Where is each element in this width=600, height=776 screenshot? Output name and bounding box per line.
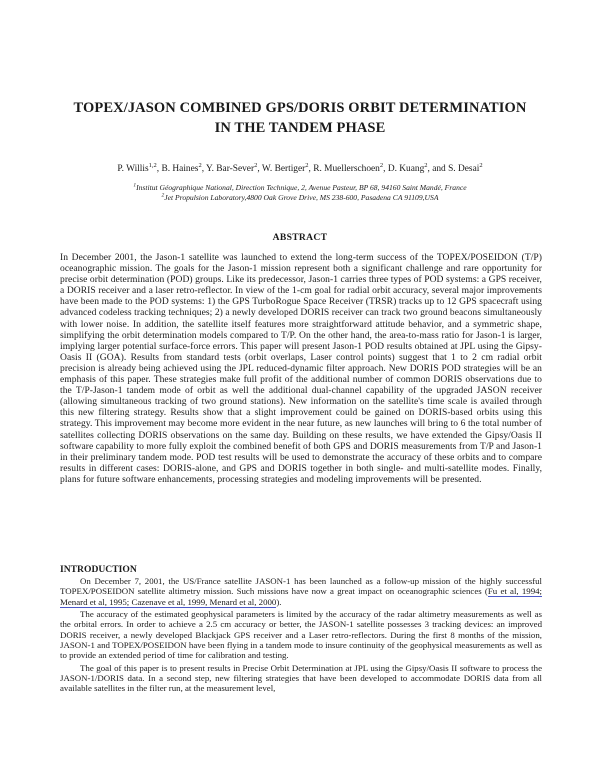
intro-paragraph-2: The accuracy of the estimated geophysical parameters is limited by the accuracy of the radar altimetry measurements as well as the orbital errors. In order to achieve a 2.5 cm accuracy or better, the JASON-1 satellite possesses 3 tracking devices: an improved DORIS receiver, a newly developed Blackjack GPS receiver and a Laser retro-reflectors. During the first 8 months of the mission, JASON-1 and TOPEX/POSEIDON have been flying in a tandem mode to insure continuity of the geophysical measurements as well as to provide an extended period of time for calibration and testing.: [60, 609, 542, 661]
author-name: B. Haines: [161, 164, 199, 174]
introduction-body: [60, 576, 542, 696]
author-name: Y. Bar-Sever: [206, 164, 255, 174]
author-name: D. Kuang: [387, 164, 425, 174]
intro-paragraph-1-text: On December 7, 2001, the US/France satellite JASON-1 has been launched as a follow-up mission of the highly successful TOPEX/POSEIDON satellite altimetry mission. Such missions have now a great impact on oceanographic sciences (: [60, 576, 542, 597]
affiliation-text: Jet Propulsion Laboratory,4800 Oak Grove Drive, MS 238-600, Pasadena CA 91109,USA: [164, 193, 439, 202]
intro-paragraph-1: [60, 576, 542, 607]
author-affiliation-mark: 2: [254, 161, 258, 169]
author-affiliation-mark: 2: [305, 161, 309, 169]
author-name: R. Muellerschoen: [313, 164, 380, 174]
author-affiliation-mark: 2: [198, 161, 202, 169]
author-name: W. Bertiger: [261, 164, 306, 174]
author-affiliation-mark: 2: [379, 161, 384, 169]
affiliation-2: [20, 193, 580, 203]
affiliation-mark: 2: [161, 192, 165, 199]
abstract-heading: ABSTRACT: [272, 232, 328, 243]
paper-title-line-2: IN THE TANDEM PHASE: [214, 120, 386, 136]
author-list: P. Willis$^{1,2}$, B. Haines$^2$, Y. Bar-Sever$^2$, W. Bertiger$^2$, R. Muellerschoen$^2$, D. Kuang$^2$, and S. Desai$^2$: [117, 161, 483, 174]
intro-paragraph-1-end: ).: [276, 596, 282, 607]
intro-paragraph-3: The goal of this paper is to present results in Precise Orbit Determination at JPL using the Gipsy/Oasis II software to process the JASON-1/DORIS data. In a second step, new filtering strategies that have been developed to accommodate DORIS data from all available satellites in the filter run, at the measurement level,: [60, 662, 542, 694]
abstract-body: In December 2001, the Jason-1 satellite was launched to extend the long-term success of the TOPEX/POSEIDON (T/P) oceanographic mission. The goals for the Jason-1 mission represent both a significant challenge and rare opportunity for precise orbit determination (POD) groups. Like its predecessor, Jason-1 carries three types of POD systems: a GPS receiver, a DORIS receiver and a laser retro-reflector. In view of the 1-cm goal for radial orbit accuracy, several major improvements have been made to the POD systems: 1) the GPS TurboRogue Space Receiver (TRSR) tracks up to 12 GPS spacecraft using advanced codeless tracking techniques; 2) a newly developed DORIS receiver can track two ground beacons simultaneously with lower noise. In addition, the satellite itself features more straightforward attitude behavior, and a symmetric shape, simplifying the orbit determination models compared to T/P. On the other hand, the area-to-mass ratio for Jason-1 is larger, implying larger potential surface-force errors. This paper will present Jason-1 POD results obtained at JPL using the Gipsy-Oasis II (GOA). Results from standard tests (orbit overlaps, Laser control points) suggest that 1 to 2 cm radial orbit precision is already being achieved using the JPL reduced-dynamic filter approach. New DORIS POD strategies will be an emphasis of this paper. These strategies make full profit of the additional number of common DORIS observations due to the T/P-Jason-1 tandem mode of orbit as well the additional dual-channel capability of the upgraded JASON receiver (allowing simultaneous tracking of two ground stations). New information on the satellite's time scale is availed through this new filtering strategy. Results show that a slight improvement could be gained on DORIS-based orbits using this strategy. This improvement may become more evident in the near future, as new launches will bring to 6 the total number of satellites collecting DORIS observations on the same day. Building on these results, we have extended the Gipsy/Oasis II software capability to more fully exploit the combined benefit of both GPS and DORIS measurements from T/P and Jason-1 in their preliminary tandem mode. POD test results will be used to demonstrate the accuracy of these orbits and to compare results in different cases: DORIS-alone, and GPS and DORIS together in both single- and multi-satellite modes. Finally, plans for future software enhancements, processing strategies and modeling improvements will be presented.: [60, 252, 542, 485]
affiliation-1: [20, 183, 580, 193]
affiliation-mark: 1: [133, 182, 137, 189]
paper-title-line-1: TOPEX/JASON COMBINED GPS/DORIS ORBIT DETERMINATION: [73, 100, 527, 116]
citation-link[interactable]: Fu et al, 1994; Menard et al, 1995; Cazenave et al, 1999, Menard et al, 2000: [60, 586, 543, 607]
affiliation-text: Institut Géographique National, Direction Technique, 2, Avenue Pasteur, BP 68, 94160 Saint Mandé, France: [136, 183, 467, 192]
author-affiliation-mark: 2: [479, 161, 483, 169]
author-name: P. Willis: [117, 164, 149, 174]
author-affiliation-mark: 2: [424, 161, 428, 169]
introduction-heading: INTRODUCTION: [60, 564, 137, 575]
author-affiliation-mark: 1,2: [148, 161, 157, 169]
author-name: and S. Desai: [432, 164, 480, 174]
